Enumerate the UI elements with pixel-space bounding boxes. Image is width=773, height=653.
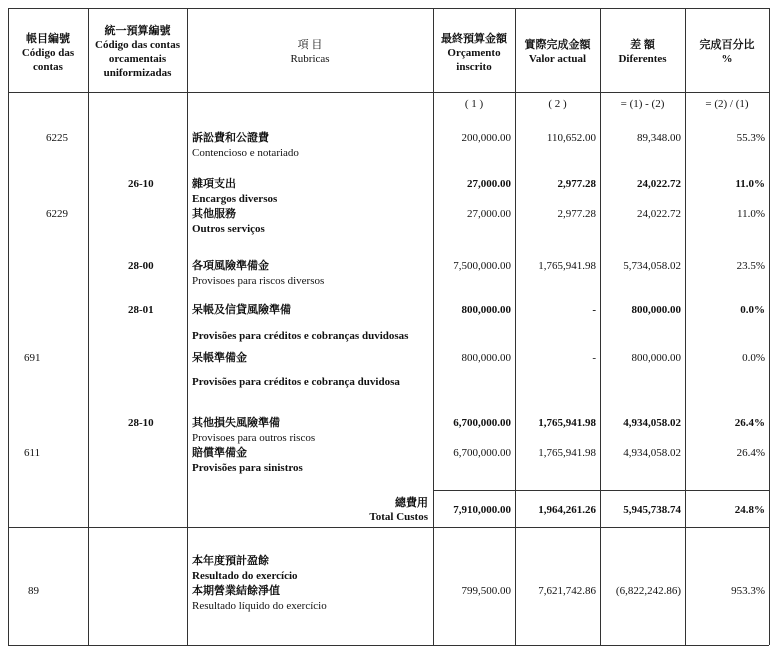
total-divider-top [433,490,769,491]
item-label-zh: 其他損失風險準備 [192,417,280,429]
total-actual: 1,964,261.26 [538,504,596,516]
header-account-code: 帳目編號 Código das contas [21,33,75,73]
result-pct: 953.3% [731,585,765,597]
percent-value: 26.4% [736,447,765,459]
budget-value: 6,700,000.00 [453,417,511,429]
item-label-zh: 各項風險準備金 [192,260,269,272]
uniform-code: 28-01 [128,304,154,316]
item-label-pt: Provisões para créditos e cobranças duvidosas [192,330,409,342]
header-uniform-code: 統一預算編號 Código das contas orcamentais uniformizadas [95,25,180,79]
uniform-code: 28-10 [128,417,154,429]
account-code: 611 [24,447,41,459]
header-divider [8,92,769,93]
budget-value: 800,000.00 [461,304,511,316]
budget-value: 7,500,000.00 [453,260,511,272]
header-budget: 最終預算金額 Orçamento inscrito [441,33,507,73]
account-code: 691 [24,352,41,364]
difference-value: 4,934,058.02 [623,447,681,459]
item-label-pt: Provisões para sinistros [192,462,303,474]
percent-value: 0.0% [742,352,765,364]
item-label-pt: Encargos diversos [192,193,278,205]
total-label-pt: Total Custos [369,511,428,523]
account-code: 6229 [46,208,68,220]
item-label-pt: Provisoes para outros riscos [192,432,316,444]
item-label-zh: 賠償準備金 [192,447,247,459]
net-result-label-pt: Resultado líquido do exercício [192,600,327,612]
difference-value: 5,734,058.02 [623,260,681,272]
uniform-code: 26-10 [128,178,154,190]
uniform-code: 28-00 [128,260,154,272]
actual-value: - [592,352,596,364]
result-diff: (6,822,242.86) [615,585,681,597]
result-budget: 799,500.00 [461,585,511,597]
col-line [187,8,188,645]
item-label-pt: Outros serviços [192,223,265,235]
actual-value: 1,765,941.98 [538,260,596,272]
total-label-zh: 總費用 [395,497,428,509]
item-label-zh: 其他服務 [192,208,236,220]
difference-value: 24,022.72 [637,178,681,190]
total-diff: 5,945,738.74 [623,504,681,516]
formula-4: = (2) / (1) [705,98,749,110]
difference-value: 800,000.00 [631,352,681,364]
total-pct: 24.8% [734,504,765,516]
net-result-label-zh: 本期營業結餘淨值 [192,585,280,597]
item-label-pt: Provisoes para riscos diversos [192,275,325,287]
header-rubricas: 項 目 Rubricas [290,39,330,65]
budget-value: 200,000.00 [461,132,511,144]
table-border-top [8,8,769,9]
percent-value: 26.4% [734,417,765,429]
result-label-zh: 本年度預計盈餘 [192,555,269,567]
actual-value: 2,977.28 [557,208,596,220]
percent-value: 0.0% [740,304,765,316]
col-line [8,8,9,645]
budget-value: 6,700,000.00 [453,447,511,459]
col-line [769,8,770,645]
item-label-zh: 雜項支出 [192,178,236,190]
difference-value: 89,348.00 [637,132,681,144]
difference-value: 800,000.00 [631,304,681,316]
budget-value: 27,000.00 [467,178,511,190]
percent-value: 11.0% [736,208,765,220]
actual-value: 1,765,941.98 [538,417,596,429]
actual-value: - [592,304,596,316]
budget-value: 27,000.00 [467,208,511,220]
item-label-zh: 訴訟費和公證費 [192,132,269,144]
item-label-zh: 呆帳準備金 [192,352,247,364]
total-divider-bottom [8,527,769,528]
difference-value: 4,934,058.02 [623,417,681,429]
difference-value: 24,022.72 [637,208,681,220]
total-budget: 7,910,000.00 [453,504,511,516]
result-code: 89 [28,585,39,597]
item-label-pt: Contencioso e notariado [192,147,299,159]
formula-1: ( 1 ) [464,98,484,110]
account-code: 6225 [46,132,68,144]
percent-value: 55.3% [736,132,765,144]
result-actual: 7,621,742.86 [538,585,596,597]
formula-2: ( 2 ) [548,98,567,110]
item-label-pt: Provisões para créditos e cobrança duvidosa [192,376,400,388]
col-line [88,8,89,645]
header-percent: 完成百分比 % [699,39,755,65]
item-label-zh: 呆帳及信貸風險準備 [192,304,291,316]
table-border-bottom [8,645,769,646]
percent-value: 23.5% [736,260,765,272]
actual-value: 2,977.28 [557,178,596,190]
budget-value: 800,000.00 [461,352,511,364]
header-actual: 實際完成金額 Valor actual [524,39,591,65]
actual-value: 1,765,941.98 [538,447,596,459]
result-label-pt: Resultado do exercício [192,570,298,582]
percent-value: 11.0% [735,178,765,190]
actual-value: 110,652.00 [546,132,596,144]
formula-3: = (1) - (2) [620,98,665,110]
header-difference: 差 額 Diferentes [618,39,667,65]
